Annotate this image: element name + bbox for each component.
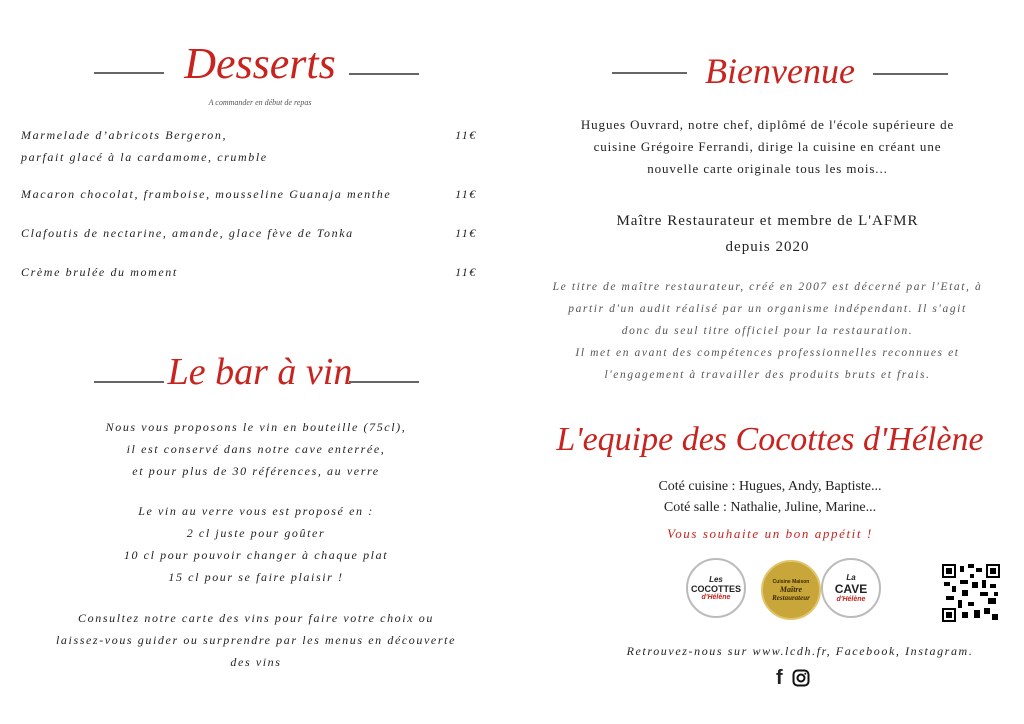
divider (612, 72, 687, 74)
logo-text: Restaurateur (772, 593, 810, 602)
dessert-price: 11€ (455, 187, 477, 201)
divider (349, 73, 419, 75)
divider (94, 72, 164, 74)
text-line: laissez-vous guider ou surprendre par les menus en découverte (56, 633, 456, 647)
text-line: Le titre de maître restaurateur, créé en 2007 est décerné par l'Etat, à (552, 281, 983, 293)
bar-paragraph (10, 416, 502, 482)
text-line: l'engagement à travailler des produits bruts et frais. (604, 369, 931, 381)
team-title: L'equipe des Cocottes d'Hélène (556, 421, 984, 458)
welcome-intro (515, 114, 1020, 180)
dessert-name: Macaron chocolat, framboise, mousseline Guanaja menthe (21, 187, 392, 201)
text-line: 10 cl pour pouvoir changer à chaque plat (123, 548, 389, 562)
team-kitchen: Coté cuisine : Hugues, Andy, Baptiste... (658, 479, 882, 494)
text-line: cuisine Grégoire Ferrandi, dirige la cuisine en créant une (593, 139, 942, 154)
logo-text: Cuisine Maison (772, 578, 810, 585)
dessert-item (21, 222, 477, 244)
logo-text: d'Hélène (701, 594, 731, 601)
dessert-name: Clafoutis de nectarine, amande, glace fève de Tonka (21, 226, 354, 240)
dessert-name: parfait glacé à la cardamome, crumble (21, 150, 268, 164)
bar-title: Le bar à vin (167, 351, 353, 393)
dessert-name: Marmelade d’abricots Bergeron, (21, 128, 228, 142)
team-room: Coté salle : Nathalie, Juline, Marine... (663, 500, 877, 515)
logo-text: Les (709, 575, 723, 584)
divider (349, 381, 419, 383)
welcome-body (515, 276, 1020, 386)
logo-text: COCOTTES (690, 584, 741, 594)
text-line: il est conservé dans notre cave enterrée, (126, 442, 386, 456)
text-line: donc du seul titre officiel pour la restauration. (621, 325, 914, 337)
maitre-restaurateur-logo (761, 560, 821, 620)
team-wish: Vous souhaite un bon appétit ! (667, 526, 873, 541)
text-line: 2 cl juste pour goûter (186, 526, 326, 540)
text-line: nouvelle carte originale tous les mois... (647, 161, 888, 176)
text-line: partir d'un audit réalisé par un organisme indépendant. Il s'agit (568, 303, 967, 315)
bar-paragraph (10, 500, 502, 588)
text-line: 15 cl pour se faire plaisir ! (168, 570, 344, 584)
logo-text: Maître (779, 584, 803, 594)
text-line: Consultez notre carte des vins pour faire votre choix ou (78, 611, 434, 625)
dessert-price: 11€ (455, 265, 477, 279)
dessert-item (21, 124, 477, 168)
text-line: Hugues Ouvrard, notre chef, diplômé de l'école supérieure de (580, 117, 955, 132)
welcome-heading (515, 208, 1020, 260)
cave-logo (821, 558, 881, 618)
logo-text: La (846, 573, 856, 582)
dessert-item (21, 183, 477, 205)
qr-code[interactable] (942, 564, 1000, 622)
footer-text: Retrouvez-nous sur www.lcdh.fr, Facebook, Instagram. (626, 644, 974, 658)
text-line: Il met en avant des compétences professionnelles reconnues et (575, 347, 960, 359)
logo-text: d'Hélène (836, 596, 866, 603)
text-line: Maître Restaurateur et membre de L'AFMR (616, 213, 919, 229)
text-line: et pour plus de 30 références, au verre (132, 464, 380, 478)
desserts-subtitle: A commander en début de repas (208, 98, 312, 107)
dessert-name: Crème brulée du moment (21, 265, 178, 279)
text-line: des vins (230, 655, 282, 669)
logo-text: CAVE (834, 582, 868, 596)
text-line: depuis 2020 (725, 239, 810, 255)
instagram-icon[interactable] (792, 669, 810, 687)
dessert-item (21, 261, 477, 283)
dessert-price: 11€ (455, 128, 477, 142)
welcome-title: Bienvenue (705, 51, 855, 91)
cocottes-logo (686, 558, 746, 618)
facebook-icon[interactable]: f (776, 667, 783, 689)
divider (873, 73, 948, 75)
bar-paragraph (10, 607, 502, 673)
text-line: Le vin au verre vous est proposé en : (138, 504, 374, 518)
divider (94, 381, 164, 383)
dessert-price: 11€ (455, 226, 477, 240)
text-line: Nous vous proposons le vin en bouteille (75cl), (105, 420, 407, 434)
desserts-title: Desserts (184, 39, 336, 88)
